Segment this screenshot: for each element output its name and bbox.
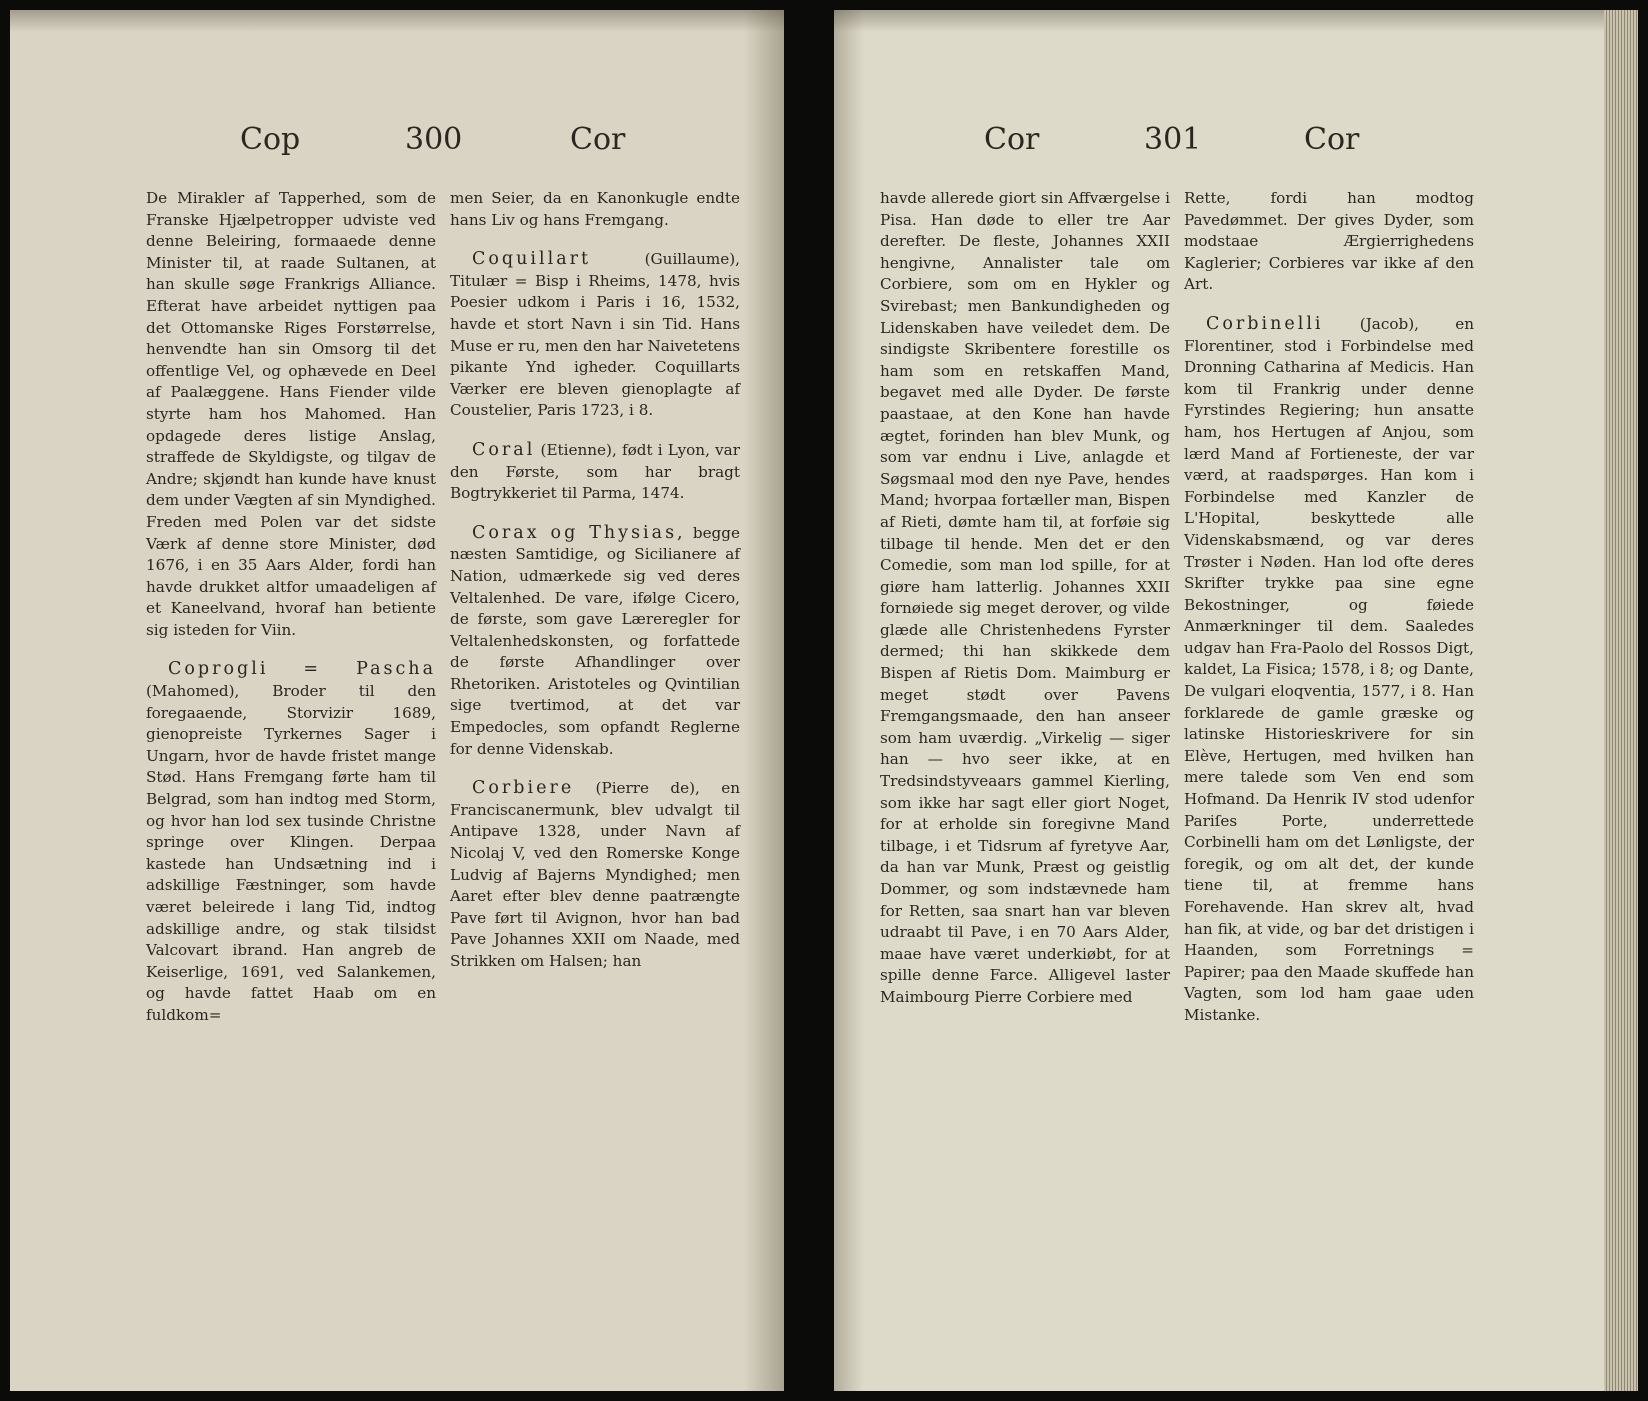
left-column-2 — [450, 188, 740, 991]
entry-headword: Corbinelli — [1206, 313, 1324, 334]
entry-body: begge næsten Samtidige, og Sicilianere af Nation, udmærkede sig ved deres Veltalenhed. De vare, ifølge Cicero, de første, som gave Læreregler for Veltalenhedskonsten, og forfattede de første Afhandlinger over Rhetoriken. Aristoteles og Qvintilian sige tvertimod, at det var Empedocles, som opfandt Reglerne for denne Videnskab. — [450, 523, 740, 758]
entry-body: (Guillaume), Titulær = Bisp i Rheims, 1478, hvis Poesier udkom i Paris i 16, 1532, havde et stort Navn i sin Tid. Hans Muse er ru, men den har Naivetetens pikante Ynd igheder. Coquillarts Værker ere bleven gienoplagte af Coustelier, Paris 1723, i 8. — [450, 250, 740, 420]
right-page — [834, 10, 1604, 1391]
entry-headword: Coral — [472, 439, 536, 460]
paragraph: Rette, fordi han modtog Pavedømmet. Der gives Dyder, som modstaae Ærgierrighedens Kaglerier; Corbieres var ikke af den Art. — [1184, 189, 1474, 294]
page-number: 301 — [1144, 122, 1202, 157]
entry-headword: Coquillart — [472, 249, 592, 270]
entry-body: (Jacob), en Florentiner, stod i Forbindelse med Dronning Catharina af Medicis. Han kom til Frankrig under denne Fyrstindes Regiering; hun ansatte ham, hos Hertugen af Anjou, som lærd Mand af Fortieneste, der var værd, at raadspørges. Han kom i Forbindelse med Kanzler de L'Hopital, beskyttede alle Videnskabsmænd, og var deres Trøster i Nøden. Han lod ofte deres Skrifter trykke paa sine egne Bekostninger, og føiede Anmærkninger til dem. Saaledes udgav han Fra-Paolo del Rossos Digt, kaldet, La Fisica; 1578, i 8; og Dante, De vulgari eloqventia, 1577, i 8. Han forklarede de gamle græske og latinske Historieskrivere for sin Elève, Hertugen, med hvilken han mere talede som Ven end som Hofmand. Da Henrik IV stod udenfor Pariſes Porte, underrettede Corbinelli ham om det Lønligste, der foregik, og om alt det, der kunde tiene til, at fremme hans Forehavende. Han skrev alt, hvad han fik, at vide, og bar det dristigen i Haanden, som Forretnings = Papirer; paa den Maade skuffede han Vagten, som lod ham gaae uden Mistanke. — [1184, 314, 1475, 1024]
entry-body: (Mahomed), Broder til den foregaaende, Storvizir 1689, gienopreiste Tyrkernes Sager i Ungarn, hvor de havde fristet mange Stød. Hans Fremgang førte ham til Belgrad, som han indtog med Storm, og hvor han lod sex tusinde Christne springe over Klingen. Derpaa kastede han Undsætning ind i adskillige Fæstninger, som havde været beleirede i lang Tid, indtog adskillige andre, og stak tilsidst Valcovart ibrand. Han angreb de Keiserlige, 1691, ved Salankemen, og havde fattet Haab om en fuldkom= — [146, 682, 436, 1024]
dictionary-entry — [146, 659, 436, 1026]
dictionary-entry — [450, 523, 740, 761]
running-header — [984, 122, 1444, 166]
paragraph: havde allerede giort sin Affværgelse i Pisa. Han døde to eller tre Aar derefter. De fleste, Johannes XXII hengivne, Annalister tale om Corbiere, som om en Hykler og Svirebast; men Bankundigheden og Lidenskaben have veiledet dem. De sindigste Skribentere forestille os ham som en retskaffen Mand, begavet med alle Dyder. De første paastaae, at den Kone han havde ægtet, forinden han blev Munk, og som var endnu i Live, anlagde et Søgsmaal mod den nye Pave, hendes Mand; hvorpaa fortæller man, Bispen af Rieti, dømte ham til, at forføie sig tilbage til hende. Men det er den Comedie, som man lod spille, for at giøre ham latterlig. Johannes XXII fornøiede sig meget derover, og vilde glæde alle Christenhedens Fyrster dermed; thi han skikkede dem Bispen af Rietis Dom. Maimburg er meget stødt over Pavens Fremgangsmaade, den han anseer som ham uværdig. „Virkelig — siger han — hvo seer ikke, at en Tredsindstyveaars gammel Kierling, som ikke har sagt eller giort Noget, for at erholde sin foregivne Mand tilbage, i et Tidsrum af fyretyve Aar, da han var Munk, Præst og geistlig Dommer, og som indstævnede ham for Retten, saa snart han var bleven udraabt til Pave, i en 70 Aars Alder, maae have været underkiøbt, for at spille denne Farce. Alligevel laster Maimbourg Pierre Corbiere med — [880, 189, 1170, 1006]
entry-body: (Pierre de), en Franciscanermunk, blev udvalgt til Antipave 1328, under Navn af Nicolaj V, ved den Romerske Konge Ludvig af Bajerns Myndighed; men Aaret efter blev denne paatrængte Pave ført til Avignon, hvor han bad Pave Johannes XXII om Naade, med Strikken om Halsen; han — [450, 779, 741, 970]
left-column-1 — [146, 188, 436, 1045]
entry-headword: Corbiere — [472, 778, 575, 799]
dictionary-entry — [450, 440, 740, 505]
entry-headword: Corax og Thysias, — [472, 522, 686, 543]
left-page-scan — [10, 10, 784, 1391]
entry-headword: Coprogli = Pascha — [168, 659, 436, 680]
running-header — [240, 122, 660, 166]
dictionary-entry — [1184, 314, 1474, 1027]
header-left-word: Cop — [240, 122, 301, 157]
paragraph: De Mirakler af Tapperhed, som de Franske Hjælpetropper udviste ved denne Beleiring, formaaede denne Minister til, at raade Sultanen, at han skulle søge Frankrigs Alliance. Efterat have arbeidet nyttigen paa det Ottomanske Riges Forstørrelse, henvendte han sin Omsorg til det offentlige Vel, og ophævede en Deel af Paalæggene. Hans Fiender vilde styrte ham hos Mahomed. Han opdagede deres listige Anslag, straffede de Skyldigste, og tilgav de Andre; skjøndt han kunde have knust dem under Vægten af sin Myndighed. Freden med Polen var det sidste Værk af denne store Minister, død 1676, i en 35 Aars Alder, fordi han havde drukket altfor umaadeligen af et Kaneelvand, hvoraf han betiente sig isteden for Viin. — [146, 189, 436, 639]
book-page-edges — [1604, 10, 1638, 1391]
right-page-scan — [834, 10, 1638, 1391]
header-right-word: Cor — [570, 122, 626, 157]
entry-body: (Etienne), født i Lyon, var den Første, som har bragt Bogtrykkeriet til Parma, 1474. — [450, 440, 740, 503]
dictionary-entry — [450, 778, 740, 972]
dictionary-entry — [450, 249, 740, 422]
header-right-word: Cor — [1304, 122, 1360, 157]
left-page — [10, 10, 784, 1391]
right-column-2 — [1184, 188, 1474, 1045]
header-left-word: Cor — [984, 122, 1040, 157]
page-number: 300 — [405, 122, 463, 157]
right-column-1 — [880, 188, 1170, 1027]
paragraph: men Seier, da en Kanonkugle endte hans Liv og hans Fremgang. — [450, 189, 740, 229]
